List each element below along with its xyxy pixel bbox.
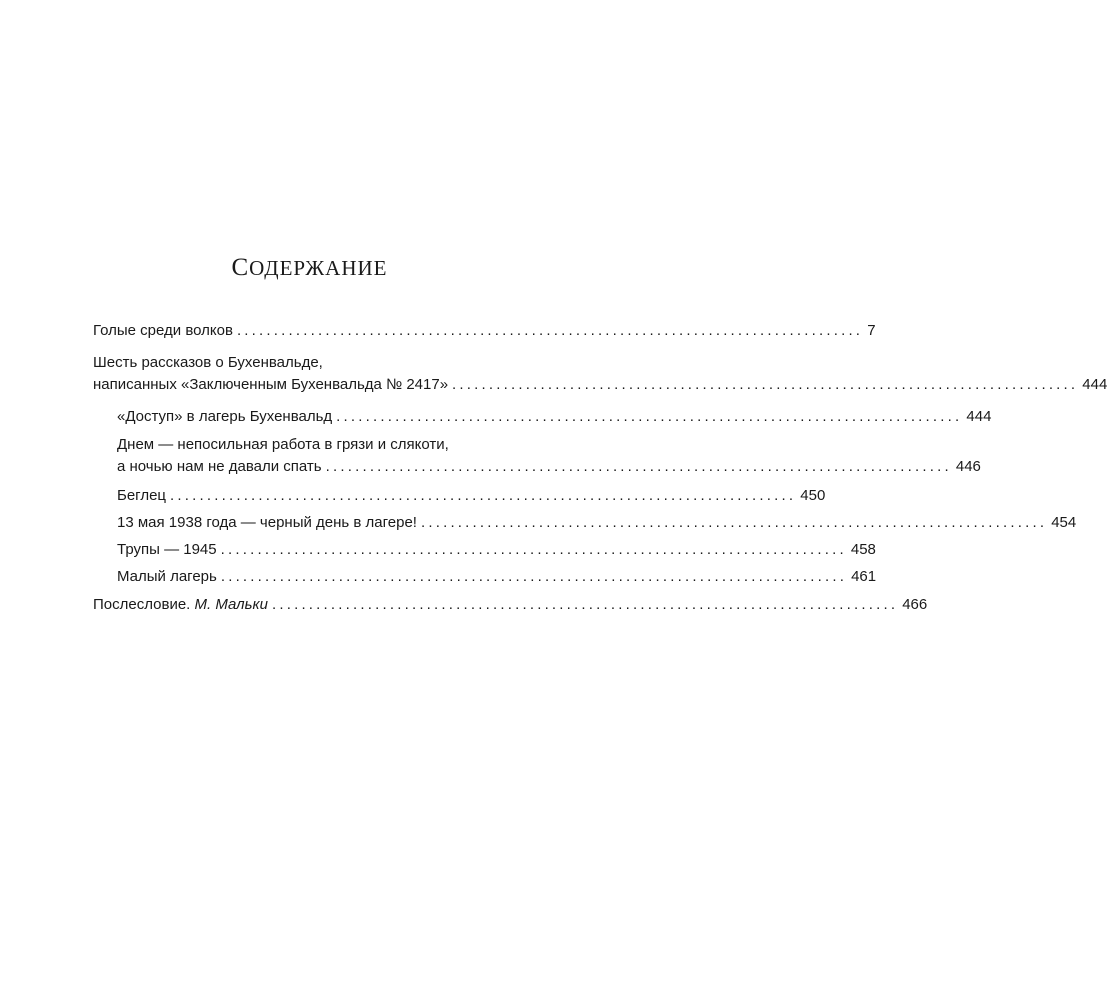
leader-dots: ..................................................................................... xyxy=(236,322,864,339)
toc-entry-golye-sredi-volkov[interactable] xyxy=(93,320,876,342)
toc-entry-title: написанных «Заключенным Бухенвальда № 2417» xyxy=(93,376,449,393)
toc-entry-title: Трупы — 1945 xyxy=(117,541,217,558)
toc-entry-page: 446 xyxy=(955,458,981,475)
leader-dots: ..................................................................................... xyxy=(420,514,1048,531)
toc-entry-page: 461 xyxy=(851,568,877,585)
leader-dots: ..................................................................................... xyxy=(336,408,963,425)
toc-entry-13-maya[interactable] xyxy=(117,512,1077,534)
toc-entry-title-text: Послесловие. xyxy=(93,596,191,613)
toc-entry-trupy[interactable] xyxy=(117,539,876,561)
toc-entry-malyj-lager[interactable] xyxy=(117,566,877,588)
toc-entry-page: 454 xyxy=(1051,514,1077,531)
toc-entry-title xyxy=(93,594,268,616)
toc-entry-page: 444 xyxy=(966,408,992,425)
toc-heading-rest: ОДЕРЖАНИЕ xyxy=(249,256,388,280)
toc-entry-title-line1: Шесть рассказов о Бухенвальде, xyxy=(93,354,323,371)
leader-dots: ..................................................................................... xyxy=(220,568,848,585)
toc-entry-title: «Доступ» в лагерь Бухенвальд xyxy=(117,408,333,425)
toc-entry-page: 444 xyxy=(1082,376,1107,393)
toc-entry-title: 13 мая 1938 года — черный день в лагере! xyxy=(117,514,417,531)
toc-heading xyxy=(0,254,619,282)
toc-entry-shest-rasskazov[interactable] xyxy=(93,374,1107,396)
leader-dots: ..................................................................................... xyxy=(325,458,952,475)
toc-entry-dostup[interactable] xyxy=(117,406,992,428)
toc-entry-title: Малый лагерь xyxy=(117,568,217,585)
leader-dots: ..................................................................................... xyxy=(220,541,847,558)
toc-entry-title: Беглец xyxy=(117,487,167,504)
toc-entry-page: 466 xyxy=(902,596,928,613)
toc-entry-page: 458 xyxy=(850,541,876,558)
toc-entry-beglec[interactable] xyxy=(117,485,826,507)
toc-entry-author: М. Мальки xyxy=(194,596,268,613)
toc-entry-afterword[interactable] xyxy=(93,594,928,616)
toc-entry-title: Голые среди волков xyxy=(93,322,233,339)
toc-entry-page: 450 xyxy=(800,487,826,504)
toc-entry-title-line1: Днем — непосильная работа в грязи и слякоти, xyxy=(117,436,449,453)
toc-entry-title: а ночью нам не давали спать xyxy=(117,458,322,475)
leader-dots: ..................................................................................... xyxy=(452,376,1079,393)
toc-heading-initial: С xyxy=(231,254,250,281)
toc-entry-page: 7 xyxy=(867,322,876,339)
toc-entry-dnem[interactable] xyxy=(117,456,981,478)
leader-dots: ..................................................................................... xyxy=(170,487,797,504)
leader-dots: ..................................................................................... xyxy=(271,596,899,613)
